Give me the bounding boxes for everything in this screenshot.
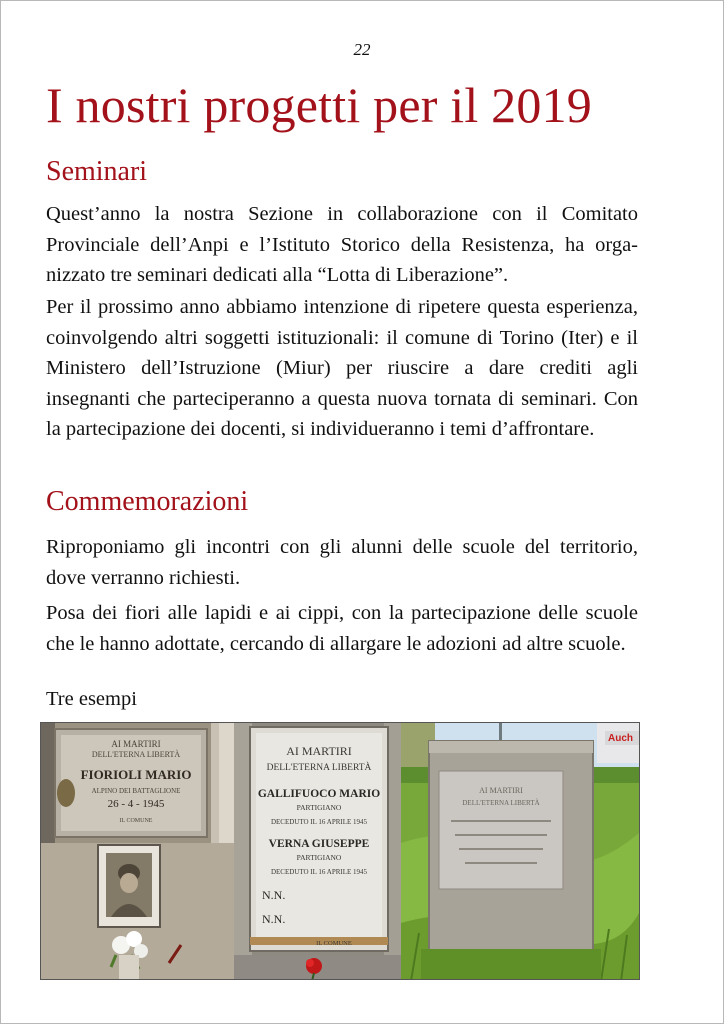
section-heading-seminari: Seminari — [46, 156, 148, 187]
memorial-photo-3 — [401, 723, 639, 979]
plaque-1-line-2: DELL'ETERNA LIBERTÀ — [91, 750, 181, 759]
cippus-line-1: AI MARTIRI — [479, 786, 523, 795]
sign-text: Auch — [608, 733, 633, 744]
paragraph-commemorazioni-1: Riproponiamo gli incontri con gli alunni delle scuole del territorio, dove verranno richiesti. — [46, 536, 638, 589]
section-heading-commemorazioni: Commemorazioni — [46, 486, 249, 517]
plaque-2-line-3: GALLIFUOCO MARIO — [257, 788, 381, 800]
plaque-2-line-8: DECEDUTO IL 16 APRILE 1945 — [270, 868, 368, 876]
plaque-2-line-10: N.N. — [262, 912, 286, 926]
plaque-1-line-3: FIORIOLI MARIO — [80, 767, 192, 782]
plaque-2-line-11: IL COMUNE — [316, 940, 352, 947]
plaque-2-line-7: PARTIGIANO — [296, 853, 342, 862]
plaque-1-line-4: ALPINO DEI BATTAGLIONE — [91, 787, 181, 795]
plaque-2-line-5: DECEDUTO IL 16 APRILE 1945 — [270, 818, 368, 826]
plaque-2-line-6: VERNA GIUSEPPE — [268, 838, 370, 850]
plaque-1-line-6: IL COMUNE — [119, 818, 153, 824]
plaque-2-line-2: DELL'ETERNA LIBERTÀ — [266, 763, 372, 773]
plaque-2-line-9: N.N. — [262, 888, 286, 902]
plaque-1-line-1: AI MARTIRI — [111, 739, 161, 749]
page-number: 22 — [353, 40, 371, 59]
memorial-photo-1 — [41, 723, 234, 979]
page-title: I nostri progetti per il 2019 — [46, 77, 592, 133]
cippus-line-2: DELL'ETERNA LIBERTÀ — [462, 799, 540, 807]
plaque-2-line-4: PARTIGIANO — [296, 803, 342, 812]
photo-strip — [40, 722, 640, 980]
memorial-photo-2 — [234, 723, 401, 979]
plaque-2-line-1: AI MARTIRI — [286, 744, 352, 758]
paragraph-commemorazioni-2: Posa dei fiori alle lapidi e ai cippi, con la partecipazione delle scuole che le hanno adottate, cercando di allargare le adozioni ad altre scuole. — [46, 602, 638, 655]
photos-caption: Tre esempi — [46, 688, 137, 710]
plaque-1-line-5: 26 - 4 - 1945 — [107, 798, 165, 810]
paragraph-seminari-1: Quest’anno la nostra Sezione in collaborazione con il Comitato Provinciale dell’Anpi e l’Istituto Storico della Resistenza, ha organizzato tre seminari dedicati alla “Lotta di Liberazione”. — [46, 203, 638, 287]
paragraph-seminari-2: Per il prossimo anno abbiamo intenzione di ripetere questa esperienza, coinvolgendo altri soggetti istituzionali: il comune di Torino (Iter) e il Ministero dell’Istruzione (Miur) per riuscire a dare crediti agli insegnanti che parteciperanno a questa nuova tornata di seminari. Con la partecipazione dei docenti, si individueranno i temi d’affrontare. — [46, 296, 638, 441]
